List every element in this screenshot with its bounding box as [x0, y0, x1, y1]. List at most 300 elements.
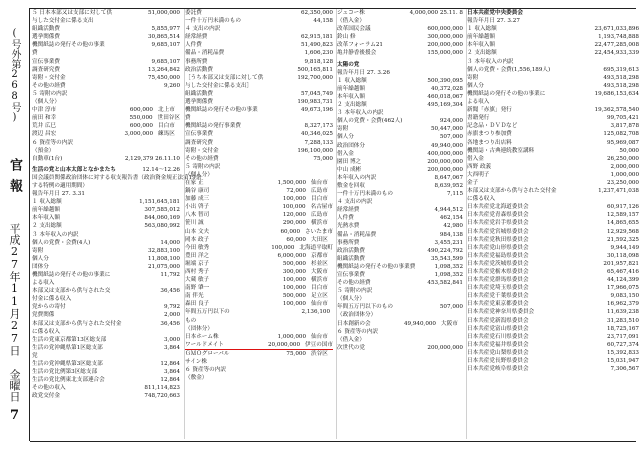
row-label: 寄附 — [32, 247, 44, 254]
ledger-row — [32, 122, 180, 130]
row-place: 杉並区 — [311, 260, 328, 267]
row-place: 練馬区 — [158, 131, 175, 138]
ledger-row — [185, 58, 333, 66]
row-value: 3,000 — [163, 336, 180, 343]
row-label: （個人分） — [337, 296, 365, 303]
row-value: 49,940,000 — [430, 142, 463, 149]
ledger-row — [185, 366, 333, 374]
row-label: ５ 寄附の内訳 — [337, 288, 373, 295]
row-label: 日本共産党福井県委員会 — [467, 341, 529, 348]
row-value: 7,288,133 — [304, 139, 333, 146]
row-value: 60,727,374 — [606, 341, 639, 348]
row-value: 453,582,841 — [427, 280, 463, 287]
row-value: 493,518,298 — [603, 74, 639, 81]
row-place: 大阪市 — [441, 320, 458, 327]
row-value: 40,346,025 — [300, 131, 333, 138]
row-value: 51,000,000 — [147, 10, 180, 16]
row-label: 敷金を回収 — [337, 182, 365, 189]
row-label: 年間五万円以下のもの — [337, 304, 393, 311]
ledger-row — [337, 311, 463, 319]
row-label: （敷金） — [185, 375, 208, 382]
row-value: 500,390,095 — [427, 77, 463, 84]
row-label: ６ 資産等の内訳 — [185, 367, 226, 374]
ledger-row — [32, 98, 180, 106]
ledger-row — [337, 133, 463, 141]
ledger-row — [337, 336, 463, 344]
row-label: 新聞「赤旗」発行 — [467, 107, 512, 114]
row-label: （借入金） — [337, 18, 365, 25]
ledger-row — [32, 190, 180, 198]
ledger-row — [337, 49, 463, 57]
row-label: 豊田 洋之 — [185, 252, 210, 259]
row-value: 15,392,833 — [606, 349, 639, 356]
row-value: 19,686,153,634 — [594, 90, 639, 97]
ledger-row — [32, 49, 180, 57]
row-label: 日本共産党富山県委員会 — [467, 325, 529, 332]
row-label: 日本共産党千葉県委員会 — [467, 293, 529, 300]
row-value: 201,957,821 — [603, 260, 639, 267]
row-label: ＧＭＯグローバル — [185, 350, 230, 357]
row-label: 寄附・交付金 — [32, 74, 66, 81]
row-label: ３ 本年収入の内訳 — [32, 231, 79, 238]
row-label: （政治団体分） — [337, 312, 377, 319]
ledger-row — [467, 179, 639, 187]
ledger-row — [185, 260, 333, 268]
row-label: 人件費 — [337, 215, 354, 222]
ledger-row — [467, 228, 639, 236]
ledger-row — [32, 82, 180, 90]
row-value: 65,467,416 — [606, 269, 639, 275]
row-label: 本年収入額 — [337, 93, 365, 100]
row-label: ５ 寄附の内訳 — [32, 90, 68, 97]
row-value: 12,589,157 — [606, 212, 639, 219]
row-label: 経常経費 — [337, 207, 360, 214]
row-label: 政治活動費 — [337, 247, 365, 254]
ledger-row — [337, 247, 463, 255]
ledger-row — [467, 130, 639, 138]
row-amount: 20,000,000 — [267, 341, 301, 348]
row-amount: 100,000 — [282, 301, 306, 308]
ledger-row — [185, 25, 333, 33]
ledger-row — [185, 66, 333, 74]
row-value: 5,855,977 — [151, 26, 180, 33]
row-value: 51,490,823 — [300, 42, 333, 49]
row-label: 日本共産党栃木県委員会 — [467, 269, 529, 275]
row-label: 鈴山 修 — [337, 34, 356, 41]
row-value: 9,944,149 — [610, 244, 639, 251]
row-label: 党 — [32, 352, 38, 359]
row-value: 8,639,952 — [434, 182, 463, 189]
ledger-row — [337, 150, 463, 158]
ledger-row — [467, 252, 639, 260]
ledger-row — [337, 328, 463, 336]
ledger-row — [185, 171, 333, 179]
row-value: 31,283,510 — [606, 317, 639, 324]
row-label: 生活の党比例東北支部連合会 — [32, 377, 105, 384]
row-value: 200,000,000 — [427, 42, 463, 49]
row-place: 仙台市 — [311, 179, 328, 186]
row-label: 個人分 — [467, 82, 484, 89]
row-label: 日本共産党長野県委員会 — [467, 358, 529, 365]
row-label: 国会議員関係政治団体に対する収支報告書（政治資金規正法第19条 — [32, 174, 202, 181]
ledger-row — [32, 25, 180, 33]
row-label: 太陽の党 — [337, 61, 360, 68]
row-label: 日本共産党秋田県委員会 — [467, 236, 529, 243]
ledger-row — [32, 33, 180, 41]
ledger-row — [467, 211, 639, 219]
ledger-row — [185, 114, 333, 122]
row-value: 9,083,150 — [610, 293, 639, 300]
ledger-row — [467, 82, 639, 90]
ledger-row — [337, 279, 463, 287]
row-label: 報告年月日 27. 3.31 — [32, 191, 85, 198]
row-label: 大蔵 敏子 — [185, 277, 210, 284]
ledger-row — [337, 214, 463, 222]
row-place: 広島市 — [311, 188, 328, 195]
row-value: 695,319,613 — [603, 66, 639, 73]
ledger-row — [467, 41, 639, 49]
ledger-row — [467, 195, 639, 203]
row-label: 日本共産党岩手県委員会 — [467, 220, 529, 227]
ledger-row — [467, 333, 639, 341]
row-value: 32,883,100 — [147, 247, 180, 254]
row-value: 11,639,238 — [606, 309, 639, 316]
ledger-row — [185, 325, 333, 333]
ledger-row — [467, 317, 639, 325]
row-label: 報告年月日 27. 3.27 — [467, 18, 520, 25]
ledger-row — [467, 203, 639, 211]
ledger-row — [185, 82, 333, 90]
row-label: 前年繰越額 — [467, 34, 495, 41]
ledger-row — [32, 360, 180, 368]
ledger-row — [337, 303, 463, 311]
ledger-row — [32, 336, 180, 344]
row-value: 44,124,399 — [606, 277, 639, 284]
row-value: 21,592,325 — [606, 236, 639, 243]
row-label: 日本共産党北海道委員会 — [467, 204, 529, 211]
column-3 — [336, 9, 463, 439]
ledger-row — [185, 122, 333, 130]
row-label: ５ 寄附の内訳 — [185, 163, 221, 170]
ledger-row — [185, 228, 333, 236]
ledger-row — [467, 139, 639, 147]
ledger-row — [32, 295, 180, 303]
row-label: （借入金） — [337, 336, 365, 343]
ledger-row — [32, 311, 180, 319]
ledger-row — [337, 85, 463, 93]
row-value: 1,237,471,038 — [598, 188, 639, 195]
row-place: 北海道平取町 — [299, 244, 333, 251]
ledger-row — [185, 147, 333, 155]
row-value: 3,455,231 — [434, 239, 463, 246]
ledger-row — [32, 182, 180, 190]
ledger-row — [467, 90, 639, 98]
row-label: 日本ホーム株 — [185, 333, 219, 340]
ledger-row — [185, 130, 333, 138]
ledger-row — [185, 9, 333, 17]
row-label: ［うち本部又は支部に対して供 — [185, 74, 264, 81]
row-label: 荒井 広巳 — [32, 123, 57, 130]
ledger-row — [32, 279, 180, 287]
row-value: 50,000 — [619, 147, 639, 154]
row-amount: 49,940,000 — [403, 320, 436, 327]
ledger-row — [337, 17, 463, 25]
row-value: 155,000,000 — [427, 50, 463, 57]
row-label: 自動車(1台) — [32, 155, 63, 162]
row-value: 200,000,000 — [427, 158, 463, 165]
row-value: 23,717,091 — [606, 333, 639, 340]
row-value: 12,929,568 — [606, 228, 639, 235]
ledger-row — [467, 17, 639, 25]
row-label: 日本共産党青森県委員会 — [467, 212, 529, 219]
row-label: 在家 正 — [185, 179, 204, 186]
row-label: 本部又は支部から供与された交 — [32, 288, 111, 295]
row-label: 調査研究費 — [185, 139, 213, 146]
row-value: 1,098,352 — [434, 263, 463, 270]
row-label: に係る収入 — [467, 196, 495, 203]
row-value: 196,100,000 — [297, 147, 333, 154]
ledger-row — [32, 90, 180, 98]
ledger-row — [337, 190, 463, 198]
ledger-row — [32, 198, 180, 206]
ledger-row — [467, 219, 639, 227]
row-label: 個人の党費・会費(462人) — [337, 118, 403, 125]
row-value: 21,075,000 — [147, 263, 180, 270]
row-label: 前田 和幸 — [32, 115, 57, 122]
row-value: 57,045,749 — [300, 90, 333, 97]
ledger-row — [467, 187, 639, 195]
row-label: 生活の党比例第3区総支部 — [32, 369, 98, 376]
row-label: 堀端 京子 — [185, 260, 210, 267]
row-label: 南野 肇一 — [185, 285, 210, 292]
row-place: 京都市 — [311, 252, 328, 259]
row-label: ２ 支出総額 — [337, 102, 367, 109]
row-label: 八木 智司 — [185, 212, 210, 219]
row-value: 95,969,087 — [606, 139, 639, 146]
ledger-row — [337, 69, 463, 77]
row-value: 844,060,169 — [144, 215, 180, 222]
row-label: 与した交付金に係る支出 — [32, 18, 94, 25]
row-label: 南 伴光 — [185, 293, 204, 300]
row-label: 記念品・ＤＶＤなど — [467, 123, 518, 130]
row-value: 9,685,107 — [151, 42, 180, 49]
row-label: 生活の党沖縄県第1区総支部 — [32, 344, 103, 351]
ledger-row — [337, 174, 463, 182]
ledger-row — [467, 268, 639, 276]
ledger-row — [32, 174, 202, 182]
ledger-row — [32, 352, 180, 360]
ledger-row — [337, 158, 463, 166]
row-label: もの — [185, 317, 197, 324]
row-label: 個人の党費・会費(1,556,189人) — [467, 66, 551, 73]
row-place: 広島市 — [311, 212, 328, 219]
row-label: 備品・消耗品費 — [337, 231, 377, 238]
ledger-row — [467, 349, 639, 357]
ledger-row — [185, 374, 333, 382]
row-label: 日本共産党宮城県委員会 — [467, 228, 529, 235]
bottom-rule — [30, 441, 636, 442]
row-place: 足立区 — [311, 293, 328, 300]
row-label: 組織活動費 — [337, 255, 365, 262]
row-label: 前年繰越額 — [32, 207, 60, 214]
ledger-row — [467, 244, 639, 252]
row-label: 生活の党沖縄県第3区総支部 — [32, 361, 103, 368]
ledger-row — [467, 106, 639, 114]
row-value: 460,018,067 — [427, 93, 463, 100]
ledger-row — [337, 263, 463, 271]
ledger-row — [32, 9, 180, 17]
row-label: 前年繰越額 — [337, 85, 365, 92]
row-amount: 100,000 — [282, 285, 306, 292]
row-value: 30,118,098 — [606, 252, 639, 259]
row-label: 報告年月日 27. 3.26 — [337, 69, 390, 76]
ledger-row — [185, 41, 333, 49]
row-value: 12,864 — [160, 361, 180, 368]
row-value: 2,129,379 26.11.10 — [124, 155, 180, 162]
ledger-row — [337, 25, 463, 33]
row-place: 大田区 — [311, 236, 328, 243]
row-amount: 75,000 — [286, 350, 306, 357]
row-value: 1,193,748,888 — [598, 34, 639, 41]
row-label: 機関紙誌の発行その他の事業費 — [337, 263, 416, 270]
ledger-row — [337, 125, 463, 133]
ledger-row — [185, 308, 333, 316]
row-value: 13,264,842 — [147, 66, 180, 73]
ledger-row — [185, 195, 333, 203]
ledger-row — [467, 341, 639, 349]
row-label: 個人の党費・会費(4人) — [32, 239, 91, 246]
row-place: 仙台市 — [311, 333, 328, 340]
row-value: 507,000 — [439, 304, 463, 311]
ledger-row — [32, 263, 180, 271]
ledger-row — [337, 109, 463, 117]
row-value: 748,720,663 — [144, 393, 180, 400]
ledger-row — [185, 163, 333, 171]
ledger-row — [467, 308, 639, 316]
ledger-row — [32, 328, 180, 336]
row-amount: 2,136,100 — [301, 309, 330, 316]
row-label: 日本共産党群馬県委員会 — [467, 277, 529, 284]
row-value: 11,808,100 — [147, 255, 180, 262]
ledger-row — [337, 206, 463, 214]
row-value: 36,456 — [160, 320, 180, 327]
ledger-row — [32, 231, 180, 239]
row-value: 14,865,655 — [606, 220, 639, 227]
row-place: 伊豆の国市 — [305, 341, 333, 348]
row-value: 22,454,933,339 — [594, 50, 639, 57]
ledger-row — [32, 114, 180, 122]
ledger-row — [185, 300, 333, 308]
ledger-row — [32, 287, 180, 295]
row-label: 日本共産党神奈川県委員会 — [467, 309, 535, 316]
row-value: 300,000,000 — [427, 34, 463, 41]
page-number: 7 — [7, 408, 22, 423]
row-value: 307,585,012 — [144, 207, 180, 214]
ledger-row — [185, 292, 333, 300]
row-amount: 290,000 — [282, 220, 306, 227]
paper-name: 官報 — [7, 158, 22, 200]
row-value: 190,983,731 — [297, 99, 333, 106]
row-label: １ 収入総額 — [32, 199, 62, 206]
row-label: （個人分） — [32, 99, 60, 106]
row-place: 世田谷区 — [157, 115, 180, 122]
ledger-row — [337, 198, 463, 206]
row-label: ４ 支出の内訳 — [337, 199, 373, 206]
row-amount: 100,000 — [282, 196, 306, 203]
row-label: 今田 敏秀 — [185, 244, 210, 251]
row-value: 50,447,000 — [430, 126, 463, 133]
ledger-row — [185, 350, 333, 358]
row-place: 渋谷区 — [311, 350, 328, 357]
ledger-row — [185, 74, 333, 82]
row-label: 大西明子 — [467, 171, 490, 178]
row-label: 選挙関係費 — [32, 34, 60, 41]
row-label: 各地まつり出店料 — [467, 139, 512, 146]
row-label: 団体分 — [32, 263, 49, 270]
row-value: 9,792 — [163, 304, 180, 311]
row-label: 中津 淳市 — [32, 107, 57, 114]
ledger-row — [32, 392, 180, 400]
ledger-row — [185, 219, 333, 227]
ledger-row — [337, 101, 463, 109]
row-label: 借入金 — [467, 155, 484, 162]
row-value: 18,725,167 — [606, 325, 639, 332]
row-label: 改革国民会議 — [337, 26, 371, 33]
row-label: よる収入 — [32, 280, 55, 287]
row-label: 日本共産党山梨県委員会 — [467, 349, 529, 356]
row-value: 35,543,599 — [430, 255, 463, 262]
ledger-row — [467, 147, 639, 155]
row-value: 19,362,578,540 — [594, 107, 639, 114]
ledger-row — [185, 187, 333, 195]
row-value: 8,647,067 — [434, 174, 463, 181]
ledger-row — [185, 33, 333, 41]
ledger-row — [32, 214, 180, 222]
row-label: ５ 日本本部又は支部に対して供 — [32, 10, 113, 16]
row-label: 本部又は支部から供与された交付金 — [32, 320, 122, 327]
row-label: 党費関係 — [32, 312, 55, 319]
row-value: 49,673,196 — [300, 107, 333, 114]
row-value: 4,000,000 25.11. 8 — [409, 10, 463, 16]
row-label: 政治団体分 — [337, 142, 365, 149]
ledger-row — [467, 236, 639, 244]
row-label: サイン株 — [185, 359, 207, 366]
row-label: 日本共産党中央委員会 — [467, 10, 523, 16]
row-value: 12.14～12.26 — [142, 166, 180, 173]
ledger-row — [185, 211, 333, 219]
row-label: ２ 支出総額 — [467, 50, 497, 57]
row-value: 99,705,421 — [606, 115, 639, 122]
row-amount: 550,000 — [129, 115, 153, 122]
ledger-row — [185, 203, 333, 211]
row-place: 大阪市 — [311, 269, 328, 275]
ledger-row — [185, 98, 333, 106]
row-label: 書籍発行 — [467, 115, 490, 122]
row-value: 42,980 — [443, 223, 463, 230]
row-label: 借入金 — [337, 150, 354, 157]
ledger-row — [185, 244, 333, 252]
row-label: 本年収入額 — [32, 215, 60, 222]
ledger-row — [337, 320, 463, 328]
issue-date: 平成27年11月27日 金曜日 — [8, 223, 21, 402]
row-label: ４ 支出の内訳 — [185, 26, 221, 33]
ledger-row — [32, 303, 180, 311]
row-amount: 300,000 — [282, 269, 306, 275]
ledger-row — [32, 376, 180, 384]
row-label: 日本共産党岐阜県委員会 — [467, 366, 529, 373]
ledger-row — [467, 122, 639, 130]
row-value: 60,917,126 — [606, 204, 639, 211]
